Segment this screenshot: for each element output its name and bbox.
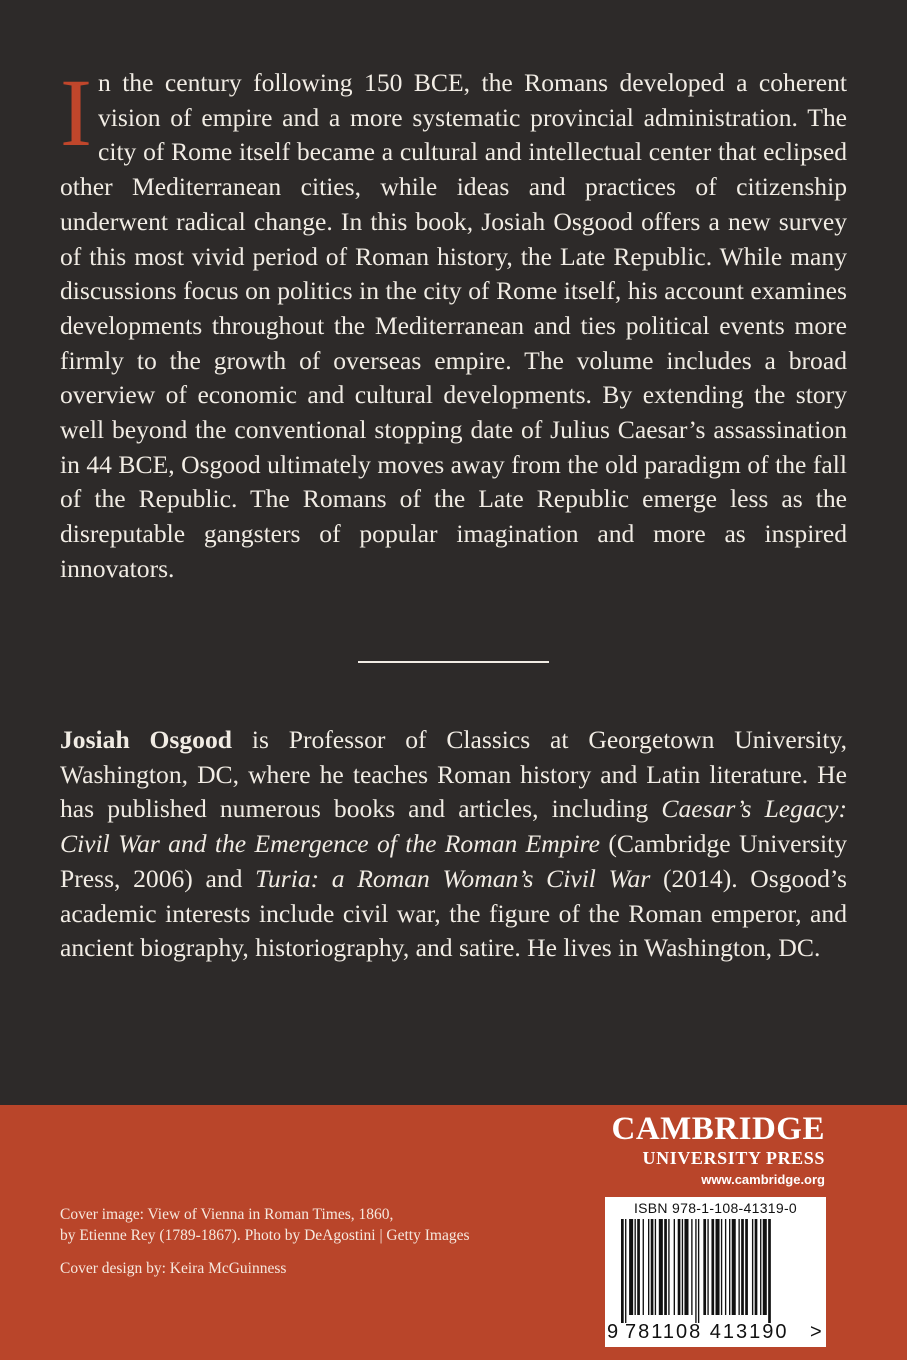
barcode-main-digits: 781108 413190 — [625, 1321, 789, 1343]
barcode-bar — [659, 1219, 663, 1315]
barcode-bar — [763, 1219, 767, 1315]
barcode-bar — [635, 1219, 636, 1315]
barcode-bar — [648, 1219, 649, 1315]
barcode-bar — [711, 1219, 714, 1315]
publisher-logo — [595, 1111, 825, 1189]
barcode-bar — [625, 1219, 626, 1323]
barcode-bar — [707, 1219, 708, 1315]
barcode-bar — [721, 1219, 722, 1315]
barcode-bar — [752, 1219, 753, 1315]
blurb-text: n the century following 150 BCE, the Romans developed a coherent vision of empire and a more systematic provincial administration. The city of Rome itself became a cultural and intellectual center that eclipsed other Mediterranean cities, while ideas and practices of citizenship underwent radical change. In this book, Josiah Osgood offers a new survey of this most vivid period of Roman history, the Late Republic. While many discussions focus on politics in the city of Rome itself, his account examines developments throughout the Mediterranean and ties political events more firmly to the growth of overseas empire. The volume includes a broad overview of economic and cultural developments. By extending the story well beyond the conventional stopping date of Julius Caesar’s assassination in 44 BCE, Osgood ultimately moves away from the old paradigm of the fall of the Republic. The Romans of the Late Republic emerge less as the disreputable gangsters of popular imagination and more as inspired innovators. — [60, 68, 847, 583]
barcode-bar — [629, 1219, 633, 1315]
author-bio — [60, 723, 847, 966]
drop-cap: I — [60, 59, 92, 166]
barcode-bar — [678, 1219, 681, 1315]
barcode-bar — [760, 1219, 761, 1315]
barcode-bar — [637, 1219, 640, 1315]
barcode-bar — [741, 1219, 744, 1315]
barcode-bar — [668, 1219, 669, 1315]
barcode-bar — [684, 1219, 688, 1315]
publisher-url: www.cambridge.org — [701, 1172, 825, 1187]
barcode-bar — [729, 1219, 730, 1315]
barcode-bar — [732, 1219, 736, 1315]
barcode-bar — [755, 1219, 758, 1315]
bio-text-3: (2014). Osgood’s academic interests include civil war, the figure of the Roman emperor, and ancient biography, historiography, and satire. He lives in Washington, DC. — [60, 863, 848, 963]
bio-text-2: (Cambridge University Press, 2006) and — [60, 829, 848, 893]
cover-image-credit-line1: Cover image: View of Vienna in Roman Times, 1860, — [60, 1206, 394, 1223]
barcode-bar — [621, 1219, 624, 1323]
author-name: Josiah Osgood — [60, 725, 233, 754]
book-title-2: Turia: a Roman Woman’s Civil War — [255, 863, 651, 893]
cover-credits — [60, 1204, 470, 1279]
barcode-bar — [664, 1219, 667, 1315]
publisher-name: CAMBRIDGE — [611, 1111, 825, 1147]
barcode-bar — [691, 1219, 692, 1315]
barcode-bar — [651, 1219, 654, 1315]
isbn-label: ISBN 978-1-108-41319-0 — [633, 1200, 798, 1216]
barcode-bars-icon — [605, 1219, 826, 1323]
section-divider — [358, 661, 549, 663]
barcode-end-mark: > — [810, 1321, 824, 1343]
book-title-1: Caesar’s Legacy: Civil War and the Emergence of the Roman Empire — [60, 794, 848, 859]
barcode-bar — [703, 1219, 706, 1315]
barcode-bar — [716, 1219, 720, 1315]
barcode-bar — [695, 1219, 696, 1323]
barcode-bar — [698, 1219, 699, 1323]
cover-image-credit-line2: by Etienne Rey (1789-1867). Photo by DeAgostini | Getty Images — [60, 1227, 470, 1244]
isbn-barcode — [605, 1197, 826, 1347]
cover-design-credit: Cover design by: Keira McGuinness — [60, 1260, 287, 1277]
bio-text-1: is Professor of Classics at Georgetown University, Washington, DC, where he teaches Roman history and Latin literature. He has published numerous books and articles, including — [60, 725, 847, 824]
barcode-bar — [643, 1219, 644, 1315]
barcode-bar — [738, 1219, 739, 1315]
barcode-bar — [745, 1219, 748, 1315]
barcode-lead-digit: 9 — [607, 1321, 621, 1343]
blurb-paragraph — [60, 59, 847, 587]
barcode-bar — [682, 1219, 683, 1315]
barcode-bar — [655, 1219, 656, 1315]
barcode-bar — [768, 1219, 771, 1323]
barcode-bar — [725, 1219, 726, 1315]
publisher-press: UNIVERSITY PRESS — [642, 1148, 825, 1168]
barcode-bar — [674, 1219, 675, 1315]
